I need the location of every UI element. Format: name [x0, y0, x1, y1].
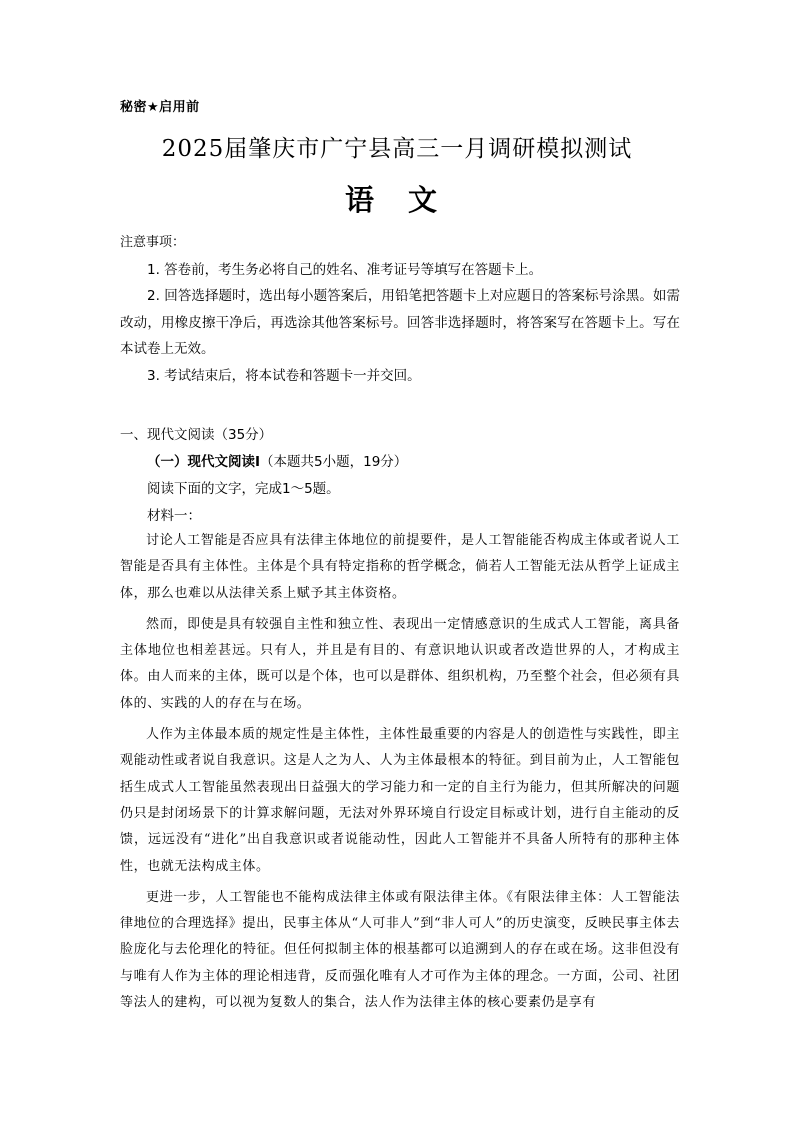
- notice-heading: 注意事项：: [120, 235, 186, 250]
- reading-instruction: 阅读下面的文字，完成1～5题。: [147, 481, 340, 497]
- notice-block: [120, 230, 680, 389]
- confidential-mark: 秘密★启用前: [120, 100, 200, 115]
- passage-paragraph: 讨论人工智能是否应具有法律主体地位的前提要件，是人工智能能否构成主体或者说人工智能是否具有主体性。主体是个具有特定指称的哲学概念，倘若人工智能无法从哲学上证成主体，那么也难以从法律关系上赋予其主体资格。: [120, 533, 680, 601]
- passage-paragraph: 更进一步，人工智能也不能构成法律主体或有限法律主体。《有限法律主体：人工智能法律地位的合理选择》提出，民事主体从“人可非人”到“非人可人”的历史演变，反映民事主体去脸庞化与去伦理化的特征。但任何拟制主体的根基都可以追溯到人的存在或在场。这非但没有与唯有人作为主体的理论相违背，反而强化唯有人才可作为主体的理念。一方面，公司、社团等法人的建构，可以视为复数人的集合，法人作为法律主体的核心要素仍是享有: [120, 889, 680, 1011]
- notice-item: 2. 回答选择题时，选出每小题答案后，用铅笔把答题卡上对应题日的答案标号涂黑。如需改动，用橡皮擦干净后，再选涂其他答案标号。回答非选择题时，将答案写在答题卡上。写在本试卷上无效。: [120, 288, 680, 357]
- subsection-heading: [120, 449, 680, 476]
- reading-passage: [120, 528, 680, 1021]
- subject-title: 语 文: [344, 183, 450, 217]
- passage-paragraph: 然而，即使是具有较强自主性和独立性、表现出一定情感意识的生成式人工智能，离具备主体地位也相差甚远。只有人，并且是有目的、有意识地认识或者改造世界的人，才构成主体。由人而来的主体，既可以是个体，也可以是群体、组织机构，乃至整个社会，但必须有具体的、实践的人的存在与在场。: [120, 616, 680, 711]
- section-heading: 一、现代文阅读（35分）: [120, 427, 273, 443]
- exam-title: 2025届肇庆市广宁县高三一月调研模拟测试: [161, 136, 633, 162]
- section-block: [120, 422, 680, 530]
- subsection-heading-bold: （一）现代文阅读Ⅰ: [147, 454, 261, 470]
- notice-item: 1. 答卷前，考生务必将自己的姓名、准考证号等填写在答题卡上。: [147, 261, 543, 278]
- passage-paragraph: 人作为主体最本质的规定性是主体性，主体性最重要的内容是人的创造性与实践性，即主观能动性或者说自我意识。这是人之为人、人为主体最根本的特征。到目前为止，人工智能包括生成式人工智能虽然表现出日益强大的学习能力和一定的自主行为能力，但其所解决的问题仍只是封闭场景下的计算求解问题，无法对外界环境自行设定目标或计划，进行自主能动的反馈，远远没有“进化”出自我意识或者说能动性，因此人工智能并不具备人所特有的那种主体性，也就无法构成主体。: [120, 727, 680, 874]
- subsection-heading-rest: （本题共5小题，19分）: [260, 454, 408, 470]
- notice-item: 3. 考试结束后，将本试卷和答题卡一并交回。: [147, 367, 421, 384]
- material-label: 材料一：: [147, 508, 201, 524]
